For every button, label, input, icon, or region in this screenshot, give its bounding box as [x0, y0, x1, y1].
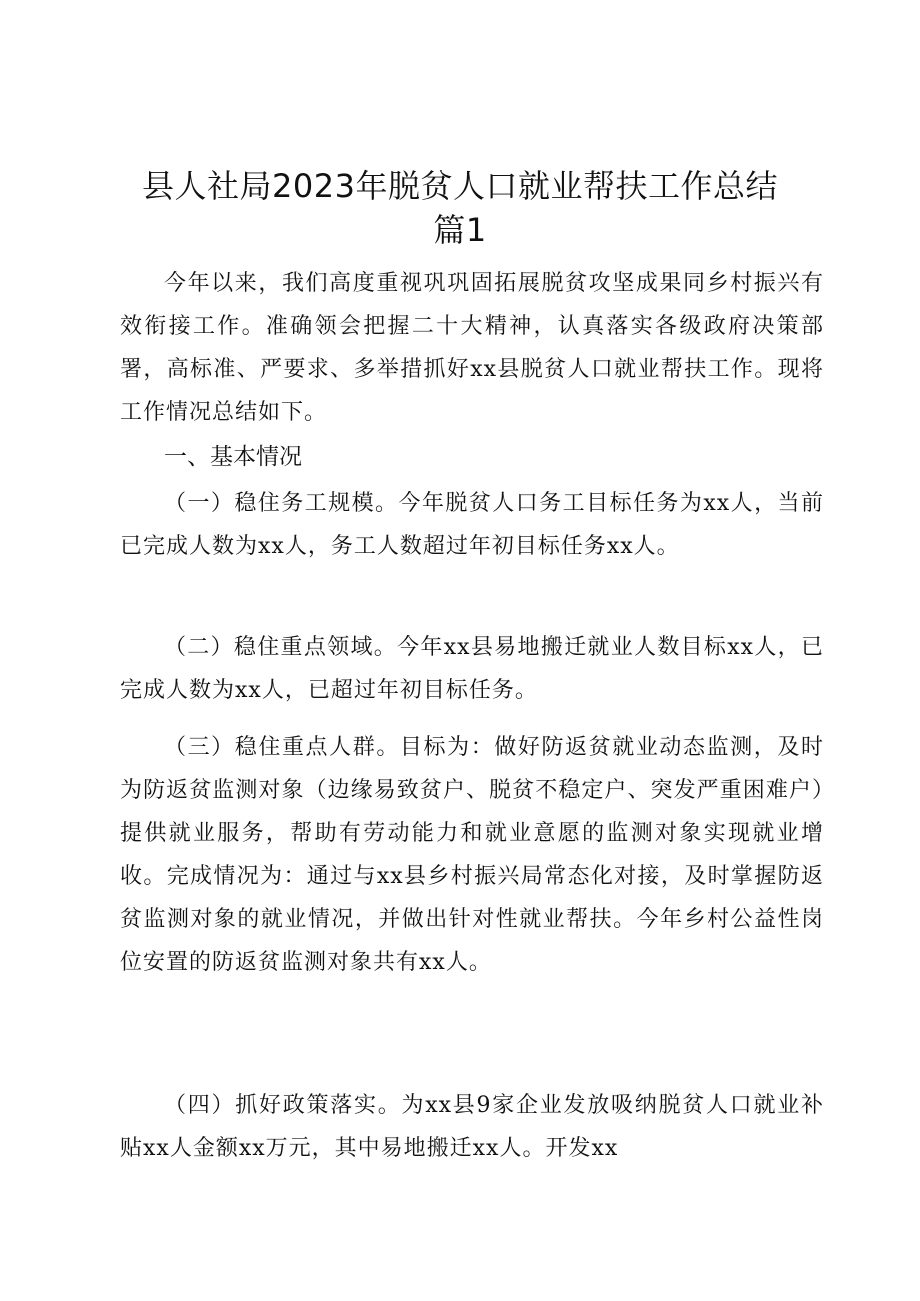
document-title-part: 篇1	[433, 211, 487, 249]
paragraph-key-areas: （二）稳住重点领域。今年xx县易地搬迁就业人数目标xx人，已完成人数为xx人，已超过年初目标任务。	[120, 635, 824, 704]
intro-paragraph: 今年以来，我们高度重视巩巩固拓展脱贫攻坚成果同乡村振兴有效衔接工作。准确领会把握二十大精神，认真落实各级政府决策部署，高标准、严要求、多举措抓好xx县脱贫人口就业帮扶工作。现将工作情况总结如下。	[120, 271, 824, 426]
document-title: 县人社局2023年脱贫人口就业帮扶工作总结	[142, 167, 778, 205]
paragraph-key-groups: （三）稳住重点人群。目标为：做好防返贫就业动态监测，及时为防返贫监测对象（边缘易致贫户、脱贫不稳定户、突发严重困难户）提供就业服务，帮助有劳动能力和就业意愿的监测对象实现就业增收。完成情况为：通过与xx县乡村振兴局常态化对接，及时掌握防返贫监测对象的就业情况，并做出针对性就业帮扶。今年乡村公益性岗位安置的防返贫监测对象共有xx人。	[120, 735, 824, 976]
section-heading: 一、基本情况	[164, 444, 302, 470]
paragraph-stable-employment-scale: （一）稳住务工规模。今年脱贫人口务工目标任务为xx人，当前已完成人数为xx人，务工人数超过年初目标任务xx人。	[120, 491, 824, 560]
paragraph-policy-implementation: （四）抓好政策落实。为xx县9家企业发放吸纳脱贫人口就业补贴xx人金额xx万元，其中易地搬迁xx人。开发xx	[120, 1093, 824, 1162]
